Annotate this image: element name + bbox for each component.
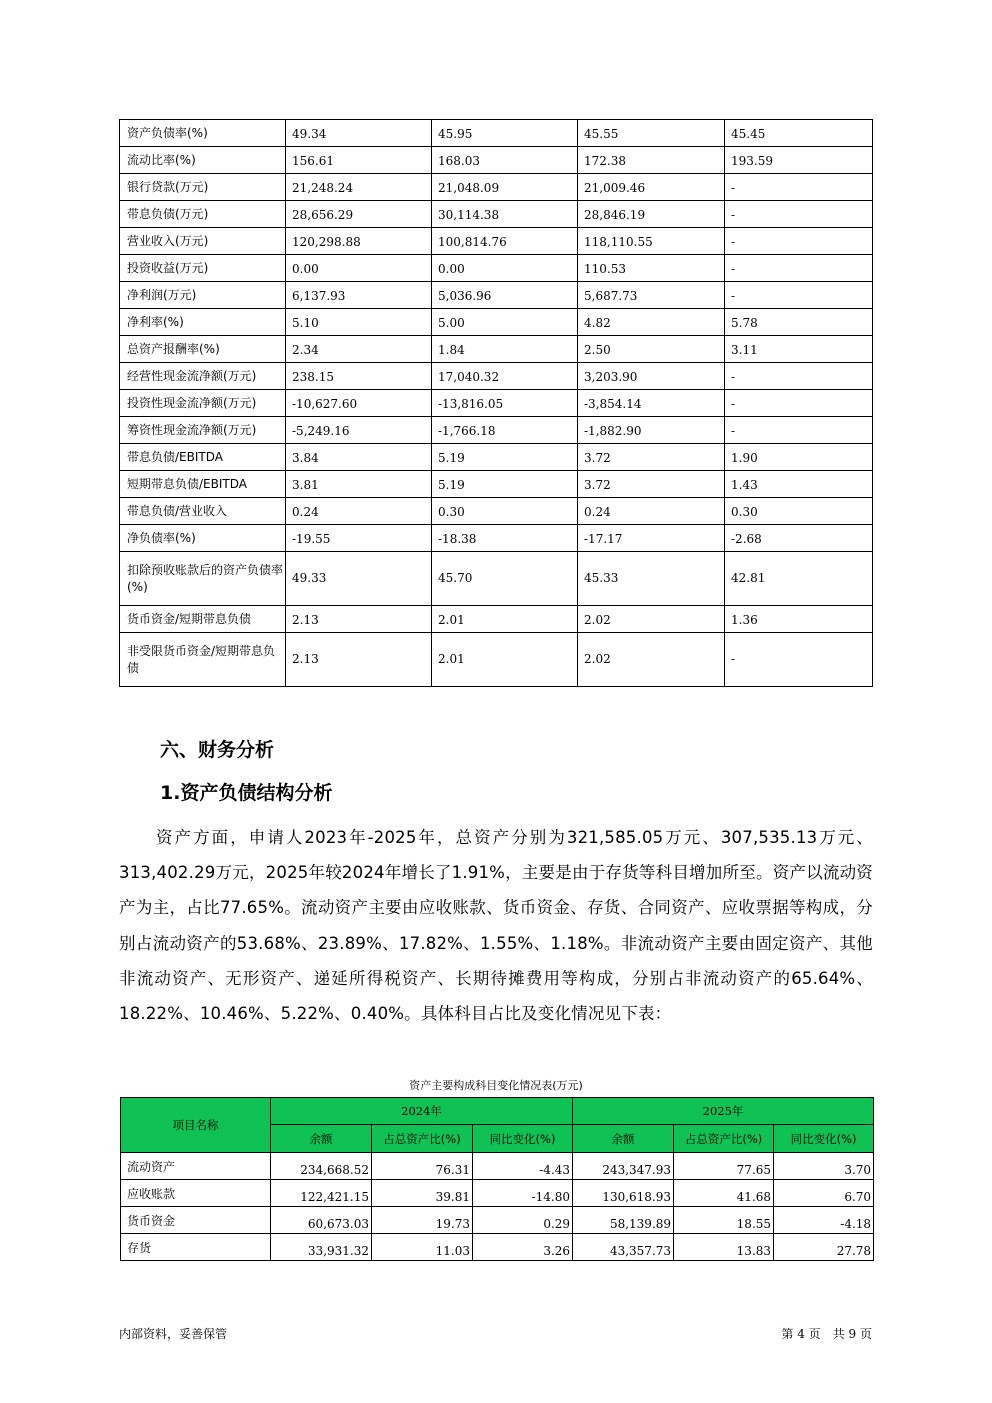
indicator-value: 45.95 <box>432 120 578 147</box>
indicator-value: -1,882.90 <box>578 417 725 444</box>
indicator-value: 6,137.93 <box>286 282 432 309</box>
asset-value: 60,673.03 <box>271 1207 372 1234</box>
header-share-2024: 占总资产比(%) <box>372 1125 473 1153</box>
indicator-value: -2.68 <box>725 525 873 552</box>
indicator-value: -18.38 <box>432 525 578 552</box>
indicator-value: 5,036.96 <box>432 282 578 309</box>
indicator-value: 49.34 <box>286 120 432 147</box>
indicator-value: 110.53 <box>578 255 725 282</box>
indicator-value: 45.33 <box>578 552 725 606</box>
indicator-value: 156.61 <box>286 147 432 174</box>
indicator-value: - <box>725 633 873 687</box>
header-item-name: 项目名称 <box>121 1098 271 1153</box>
indicator-value: 1.36 <box>725 606 873 633</box>
header-share-2025: 占总资产比(%) <box>674 1125 774 1153</box>
asset-value: -4.43 <box>473 1153 573 1180</box>
indicator-label: 资产负债率(%) <box>120 120 286 147</box>
indicator-value: 2.02 <box>578 633 725 687</box>
indicator-label: 营业收入(万元) <box>120 228 286 255</box>
asset-value: 77.65 <box>674 1153 774 1180</box>
indicator-value: - <box>725 174 873 201</box>
header-balance-2025: 余额 <box>573 1125 674 1153</box>
asset-value: 27.78 <box>774 1234 874 1261</box>
indicator-row <box>120 525 873 552</box>
section-heading: 六、财务分析 <box>160 739 275 761</box>
page-mid: 页 共 <box>808 1327 845 1341</box>
indicator-value: 28,656.29 <box>286 201 432 228</box>
indicator-value: 45.70 <box>432 552 578 606</box>
indicator-value: 193.59 <box>725 147 873 174</box>
indicator-label: 带息负债/营业收入 <box>120 498 286 525</box>
asset-value: 3.70 <box>774 1153 874 1180</box>
indicator-value: 17,040.32 <box>432 363 578 390</box>
asset-item-name: 流动资产 <box>121 1153 271 1180</box>
header-year-2024: 2024年 <box>271 1098 573 1125</box>
indicator-value: 2.34 <box>286 336 432 363</box>
indicator-value: -10,627.60 <box>286 390 432 417</box>
indicator-value: 2.02 <box>578 606 725 633</box>
indicator-value: -5,249.16 <box>286 417 432 444</box>
asset-value: 130,618.93 <box>573 1180 674 1207</box>
indicator-label: 经营性现金流净额(万元) <box>120 363 286 390</box>
indicator-value: 5.10 <box>286 309 432 336</box>
indicator-value: -19.55 <box>286 525 432 552</box>
asset-value: 234,668.52 <box>271 1153 372 1180</box>
indicator-label: 净利率(%) <box>120 309 286 336</box>
indicator-label: 投资性现金流净额(万元) <box>120 390 286 417</box>
indicator-value: 0.00 <box>432 255 578 282</box>
indicator-value: 49.33 <box>286 552 432 606</box>
indicator-value: 5.19 <box>432 444 578 471</box>
indicator-value: 1.90 <box>725 444 873 471</box>
indicator-row <box>120 471 873 498</box>
indicator-value: 3.72 <box>578 471 725 498</box>
indicator-value: 3.11 <box>725 336 873 363</box>
asset-value: 58,139.89 <box>573 1207 674 1234</box>
indicator-row <box>120 201 873 228</box>
asset-value: -4.18 <box>774 1207 874 1234</box>
indicator-value: -3,854.14 <box>578 390 725 417</box>
indicator-row <box>120 309 873 336</box>
header-year-2025: 2025年 <box>573 1098 874 1125</box>
page-total: 9 <box>848 1327 857 1341</box>
indicator-row <box>120 633 873 687</box>
indicator-value: - <box>725 228 873 255</box>
footer-confidential-note: 内部资料，妥善保管 <box>119 1327 228 1341</box>
indicator-label: 流动比率(%) <box>120 147 286 174</box>
indicator-row <box>120 417 873 444</box>
indicator-value: 5.00 <box>432 309 578 336</box>
indicator-value: 42.81 <box>725 552 873 606</box>
indicator-row <box>120 363 873 390</box>
indicator-value: 2.13 <box>286 606 432 633</box>
indicator-label: 货币资金/短期带息负债 <box>120 606 286 633</box>
indicator-value: 168.03 <box>432 147 578 174</box>
indicator-value: 45.45 <box>725 120 873 147</box>
indicator-value: 28,846.19 <box>578 201 725 228</box>
indicator-value: 120,298.88 <box>286 228 432 255</box>
indicator-value: 0.30 <box>725 498 873 525</box>
asset-item-name: 存货 <box>121 1234 271 1261</box>
indicator-value: 172.38 <box>578 147 725 174</box>
indicator-value: - <box>725 363 873 390</box>
indicator-label: 净利润(万元) <box>120 282 286 309</box>
indicator-label: 银行贷款(万元) <box>120 174 286 201</box>
indicator-value: 21,048.09 <box>432 174 578 201</box>
indicator-value: 5.78 <box>725 309 873 336</box>
indicator-value: 21,009.46 <box>578 174 725 201</box>
indicator-row <box>120 606 873 633</box>
indicator-value: 3.84 <box>286 444 432 471</box>
indicator-value: 0.30 <box>432 498 578 525</box>
indicator-row <box>120 390 873 417</box>
indicator-value: 1.84 <box>432 336 578 363</box>
indicator-value: 30,114.38 <box>432 201 578 228</box>
page-suffix: 页 <box>859 1327 872 1341</box>
asset-value: 11.03 <box>372 1234 473 1261</box>
asset-value: 39.81 <box>372 1180 473 1207</box>
asset-value: 41.68 <box>674 1180 774 1207</box>
asset-value: 19.73 <box>372 1207 473 1234</box>
indicator-label: 短期带息负债/EBITDA <box>120 471 286 498</box>
indicator-row <box>120 174 873 201</box>
indicator-row <box>120 552 873 606</box>
indicator-row <box>120 228 873 255</box>
indicator-value: -17.17 <box>578 525 725 552</box>
indicator-value: 2.01 <box>432 606 578 633</box>
indicator-label: 投资收益(万元) <box>120 255 286 282</box>
asset-value: 243,347.93 <box>573 1153 674 1180</box>
indicator-row <box>120 255 873 282</box>
indicator-value: 118,110.55 <box>578 228 725 255</box>
indicator-value: 3.72 <box>578 444 725 471</box>
indicator-value: 5.19 <box>432 471 578 498</box>
indicator-value: 4.82 <box>578 309 725 336</box>
asset-value: 13.83 <box>674 1234 774 1261</box>
indicator-label: 带息负债(万元) <box>120 201 286 228</box>
indicator-value: - <box>725 201 873 228</box>
indicator-value: - <box>725 417 873 444</box>
indicator-value: 2.13 <box>286 633 432 687</box>
asset-value: 18.55 <box>674 1207 774 1234</box>
asset-row <box>121 1234 874 1261</box>
asset-row <box>121 1207 874 1234</box>
asset-composition-table <box>120 1097 874 1261</box>
indicator-value: - <box>725 255 873 282</box>
header-change-2024: 同比变化(%) <box>473 1125 573 1153</box>
indicator-row <box>120 147 873 174</box>
indicator-label: 非受限货币资金/短期带息负债 <box>120 633 286 687</box>
asset-value: 76.31 <box>372 1153 473 1180</box>
indicator-value: 100,814.76 <box>432 228 578 255</box>
indicator-row <box>120 444 873 471</box>
indicator-value: 1.43 <box>725 471 873 498</box>
indicator-row <box>120 498 873 525</box>
asset-item-name: 应收账款 <box>121 1180 271 1207</box>
indicator-value: - <box>725 390 873 417</box>
indicator-value: 45.55 <box>578 120 725 147</box>
asset-value: -14.80 <box>473 1180 573 1207</box>
header-change-2025: 同比变化(%) <box>774 1125 874 1153</box>
indicator-value: 0.24 <box>578 498 725 525</box>
asset-row <box>121 1153 874 1180</box>
footer-page-number <box>781 1325 872 1342</box>
indicator-value: 21,248.24 <box>286 174 432 201</box>
indicator-row <box>120 120 873 147</box>
indicator-value: 2.50 <box>578 336 725 363</box>
indicator-value: - <box>725 282 873 309</box>
asset-value: 0.29 <box>473 1207 573 1234</box>
indicator-row <box>120 282 873 309</box>
asset-item-name: 货币资金 <box>121 1207 271 1234</box>
financial-indicator-table <box>119 119 873 687</box>
indicator-value: -13,816.05 <box>432 390 578 417</box>
asset-row <box>121 1180 874 1207</box>
asset-table-caption: 资产主要构成科目变化情况表(万元) <box>409 1079 583 1092</box>
indicator-label: 总资产报酬率(%) <box>120 336 286 363</box>
indicator-value: 0.00 <box>286 255 432 282</box>
indicator-value: -1,766.18 <box>432 417 578 444</box>
indicator-label: 带息负债/EBITDA <box>120 444 286 471</box>
asset-value: 33,931.32 <box>271 1234 372 1261</box>
indicator-label: 净负债率(%) <box>120 525 286 552</box>
indicator-value: 2.01 <box>432 633 578 687</box>
page-prefix: 第 <box>781 1327 794 1341</box>
asset-value: 6.70 <box>774 1180 874 1207</box>
sub-heading: 1.资产负债结构分析 <box>160 782 333 804</box>
indicator-value: 238.15 <box>286 363 432 390</box>
indicator-value: 3,203.90 <box>578 363 725 390</box>
page-current: 4 <box>797 1327 805 1341</box>
header-balance-2024: 余额 <box>271 1125 372 1153</box>
analysis-paragraph: 资产方面，申请人2023年-2025年，总资产分别为321,585.05万元、307,535.13万元、313,402.29万元，2025年较2024年增长了1.91%，主要是由于存货等科目增加所至。资产以流动资产为主，占比77.65%。流动资产主要由应收账款、货币资金、存货、合同资产、应收票据等构成，分别占流动资产的53.68%、23.89%、17.82%、1.55%、1.18%。非流动资产主要由固定资产、其他非流动资产、无形资产、递延所得税资产、长期待摊费用等构成，分别占非流动资产的65.64%、18.22%、10.46%、5.22%、0.40%。具体科目占比及变化情况见下表： <box>119 828 873 1024</box>
indicator-value: 5,687.73 <box>578 282 725 309</box>
indicator-value: 3.81 <box>286 471 432 498</box>
asset-value: 3.26 <box>473 1234 573 1261</box>
indicator-label: 筹资性现金流净额(万元) <box>120 417 286 444</box>
asset-value: 122,421.15 <box>271 1180 372 1207</box>
indicator-row <box>120 336 873 363</box>
asset-value: 43,357.73 <box>573 1234 674 1261</box>
indicator-label: 扣除预收账款后的资产负债率(%) <box>120 552 286 606</box>
indicator-value: 0.24 <box>286 498 432 525</box>
